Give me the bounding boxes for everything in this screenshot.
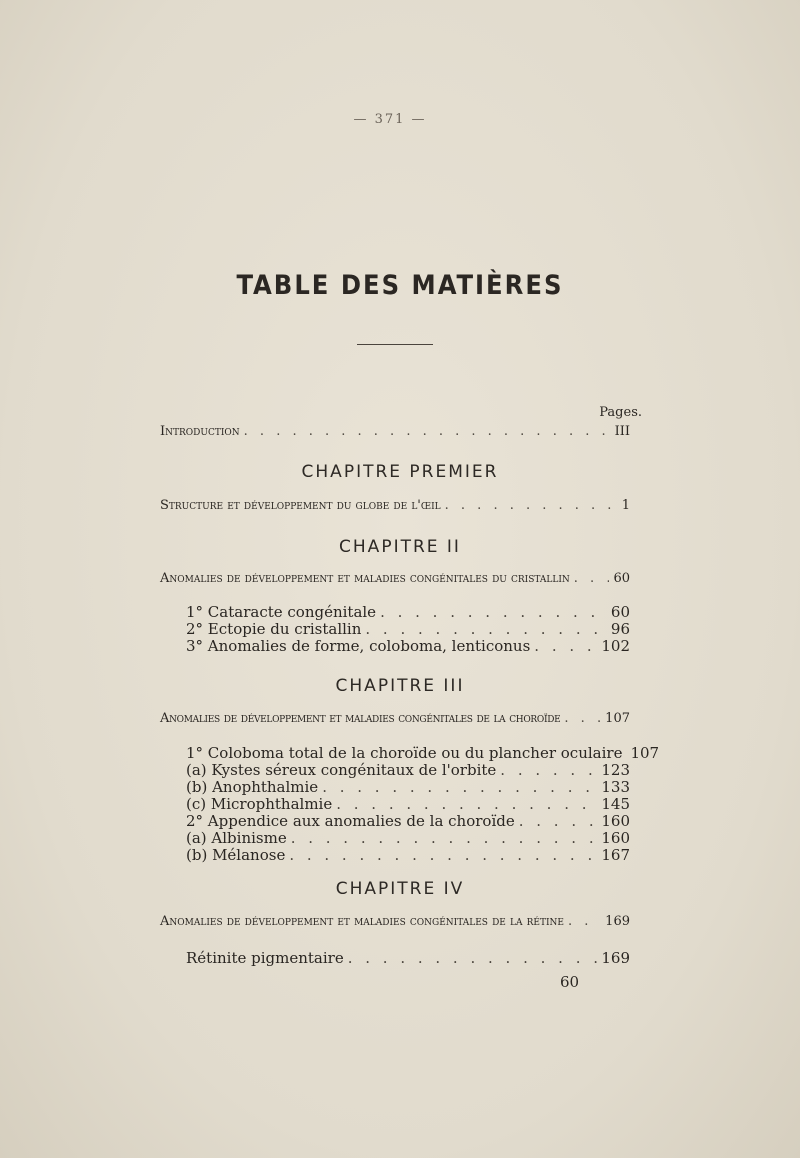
dot-leader [568, 913, 601, 931]
toc-entry-page: 102 [601, 637, 630, 655]
chapter-heading-3: CHAPITRE III [335, 676, 465, 696]
toc-entry-page: 60 [613, 571, 630, 586]
toc-entry-label: Anomalies de développement et maladies congénitales de la rétine [160, 914, 564, 929]
toc-entry [186, 949, 630, 967]
toc-entry-label: (c) Microphthalmie [186, 795, 333, 813]
chapter-title-entry-4 [160, 913, 630, 931]
toc-entry [186, 795, 630, 813]
page-title: TABLE DES MATIÈRES [236, 270, 564, 301]
toc-entry-page: 160 [601, 812, 630, 830]
toc-entry [186, 761, 630, 779]
pages-column-label: Pages. [599, 405, 642, 420]
dot-leader [322, 778, 597, 796]
toc-entry-introduction [160, 423, 630, 441]
toc-entry-page: 107 [605, 711, 630, 726]
toc-entry-page: 169 [605, 914, 630, 929]
toc-entry-label: Rétinite pigmentaire [186, 949, 344, 967]
toc-entry-label: 2° Ectopie du cristallin [186, 620, 362, 638]
toc-entry [186, 812, 630, 830]
toc-entry-page: 145 [601, 795, 630, 813]
toc-entry [186, 744, 660, 762]
page-number: 60 [560, 973, 580, 991]
dot-leader [380, 603, 607, 621]
toc-entry-page: III [614, 424, 630, 439]
toc-entry-label: (b) Mélanose [186, 846, 286, 864]
chapter-title-entry-1 [160, 497, 630, 515]
toc-entry-label: 1° Cataracte congénitale [186, 603, 377, 621]
dot-leader [519, 812, 598, 830]
chapter-heading-4: CHAPITRE IV [335, 879, 465, 899]
toc-entry [186, 637, 630, 655]
toc-entry-label: Structure et développement du globe de l'œil [160, 498, 441, 513]
dot-leader [445, 497, 618, 515]
dot-leader [365, 620, 607, 638]
toc-entry-page: 133 [601, 778, 630, 796]
toc-entry-label: 3° Anomalies de forme, coloboma, lenticonus [186, 637, 531, 655]
toc-entry-label: 1° Coloboma total de la choroïde ou du plancher oculaire [186, 744, 623, 762]
dot-leader [244, 423, 611, 441]
dot-leader [348, 949, 598, 967]
toc-entry [186, 829, 630, 847]
dot-leader [336, 795, 597, 813]
toc-entry-label: (b) Anophthalmie [186, 778, 319, 796]
toc-entry-page: 107 [630, 744, 660, 762]
toc-entry-page: 1 [621, 498, 630, 513]
page-header-ornament: — 371 — [353, 112, 427, 127]
toc-entry-label: Introduction [160, 424, 240, 439]
dot-leader [564, 710, 601, 728]
toc-entry-page: 160 [601, 829, 630, 847]
chapter-heading-2: CHAPITRE II [339, 537, 461, 557]
chapter-heading-1: CHAPITRE PREMIER [301, 462, 499, 482]
dot-leader [291, 829, 598, 847]
dot-leader [574, 570, 610, 588]
toc-entry-label: (a) Kystes séreux congénitaux de l'orbite [186, 761, 497, 779]
dot-leader [534, 637, 597, 655]
chapter-title-entry-2 [160, 570, 630, 588]
toc-entry-page: 169 [601, 949, 630, 967]
toc-entry-page: 167 [601, 846, 630, 864]
toc-entry-label: (a) Albinisme [186, 829, 287, 847]
toc-entry [186, 620, 630, 638]
chapter-title-entry-3 [160, 710, 630, 728]
toc-entry [186, 778, 630, 796]
toc-entry-label: Anomalies de développement et maladies congénitales du cristallin [160, 571, 570, 586]
toc-entry-page: 123 [601, 761, 630, 779]
toc-entry-page: 96 [610, 620, 630, 638]
toc-entry [186, 846, 630, 864]
toc-entry-label: Anomalies de développement et maladies congénitales de la choroïde [160, 711, 561, 726]
dot-leader [500, 761, 597, 779]
toc-entry-page: 60 [610, 603, 630, 621]
title-underline [357, 344, 433, 345]
toc-entry [186, 603, 630, 621]
dot-leader [289, 846, 597, 864]
toc-entry-label: 2° Appendice aux anomalies de la choroïde [186, 812, 515, 830]
